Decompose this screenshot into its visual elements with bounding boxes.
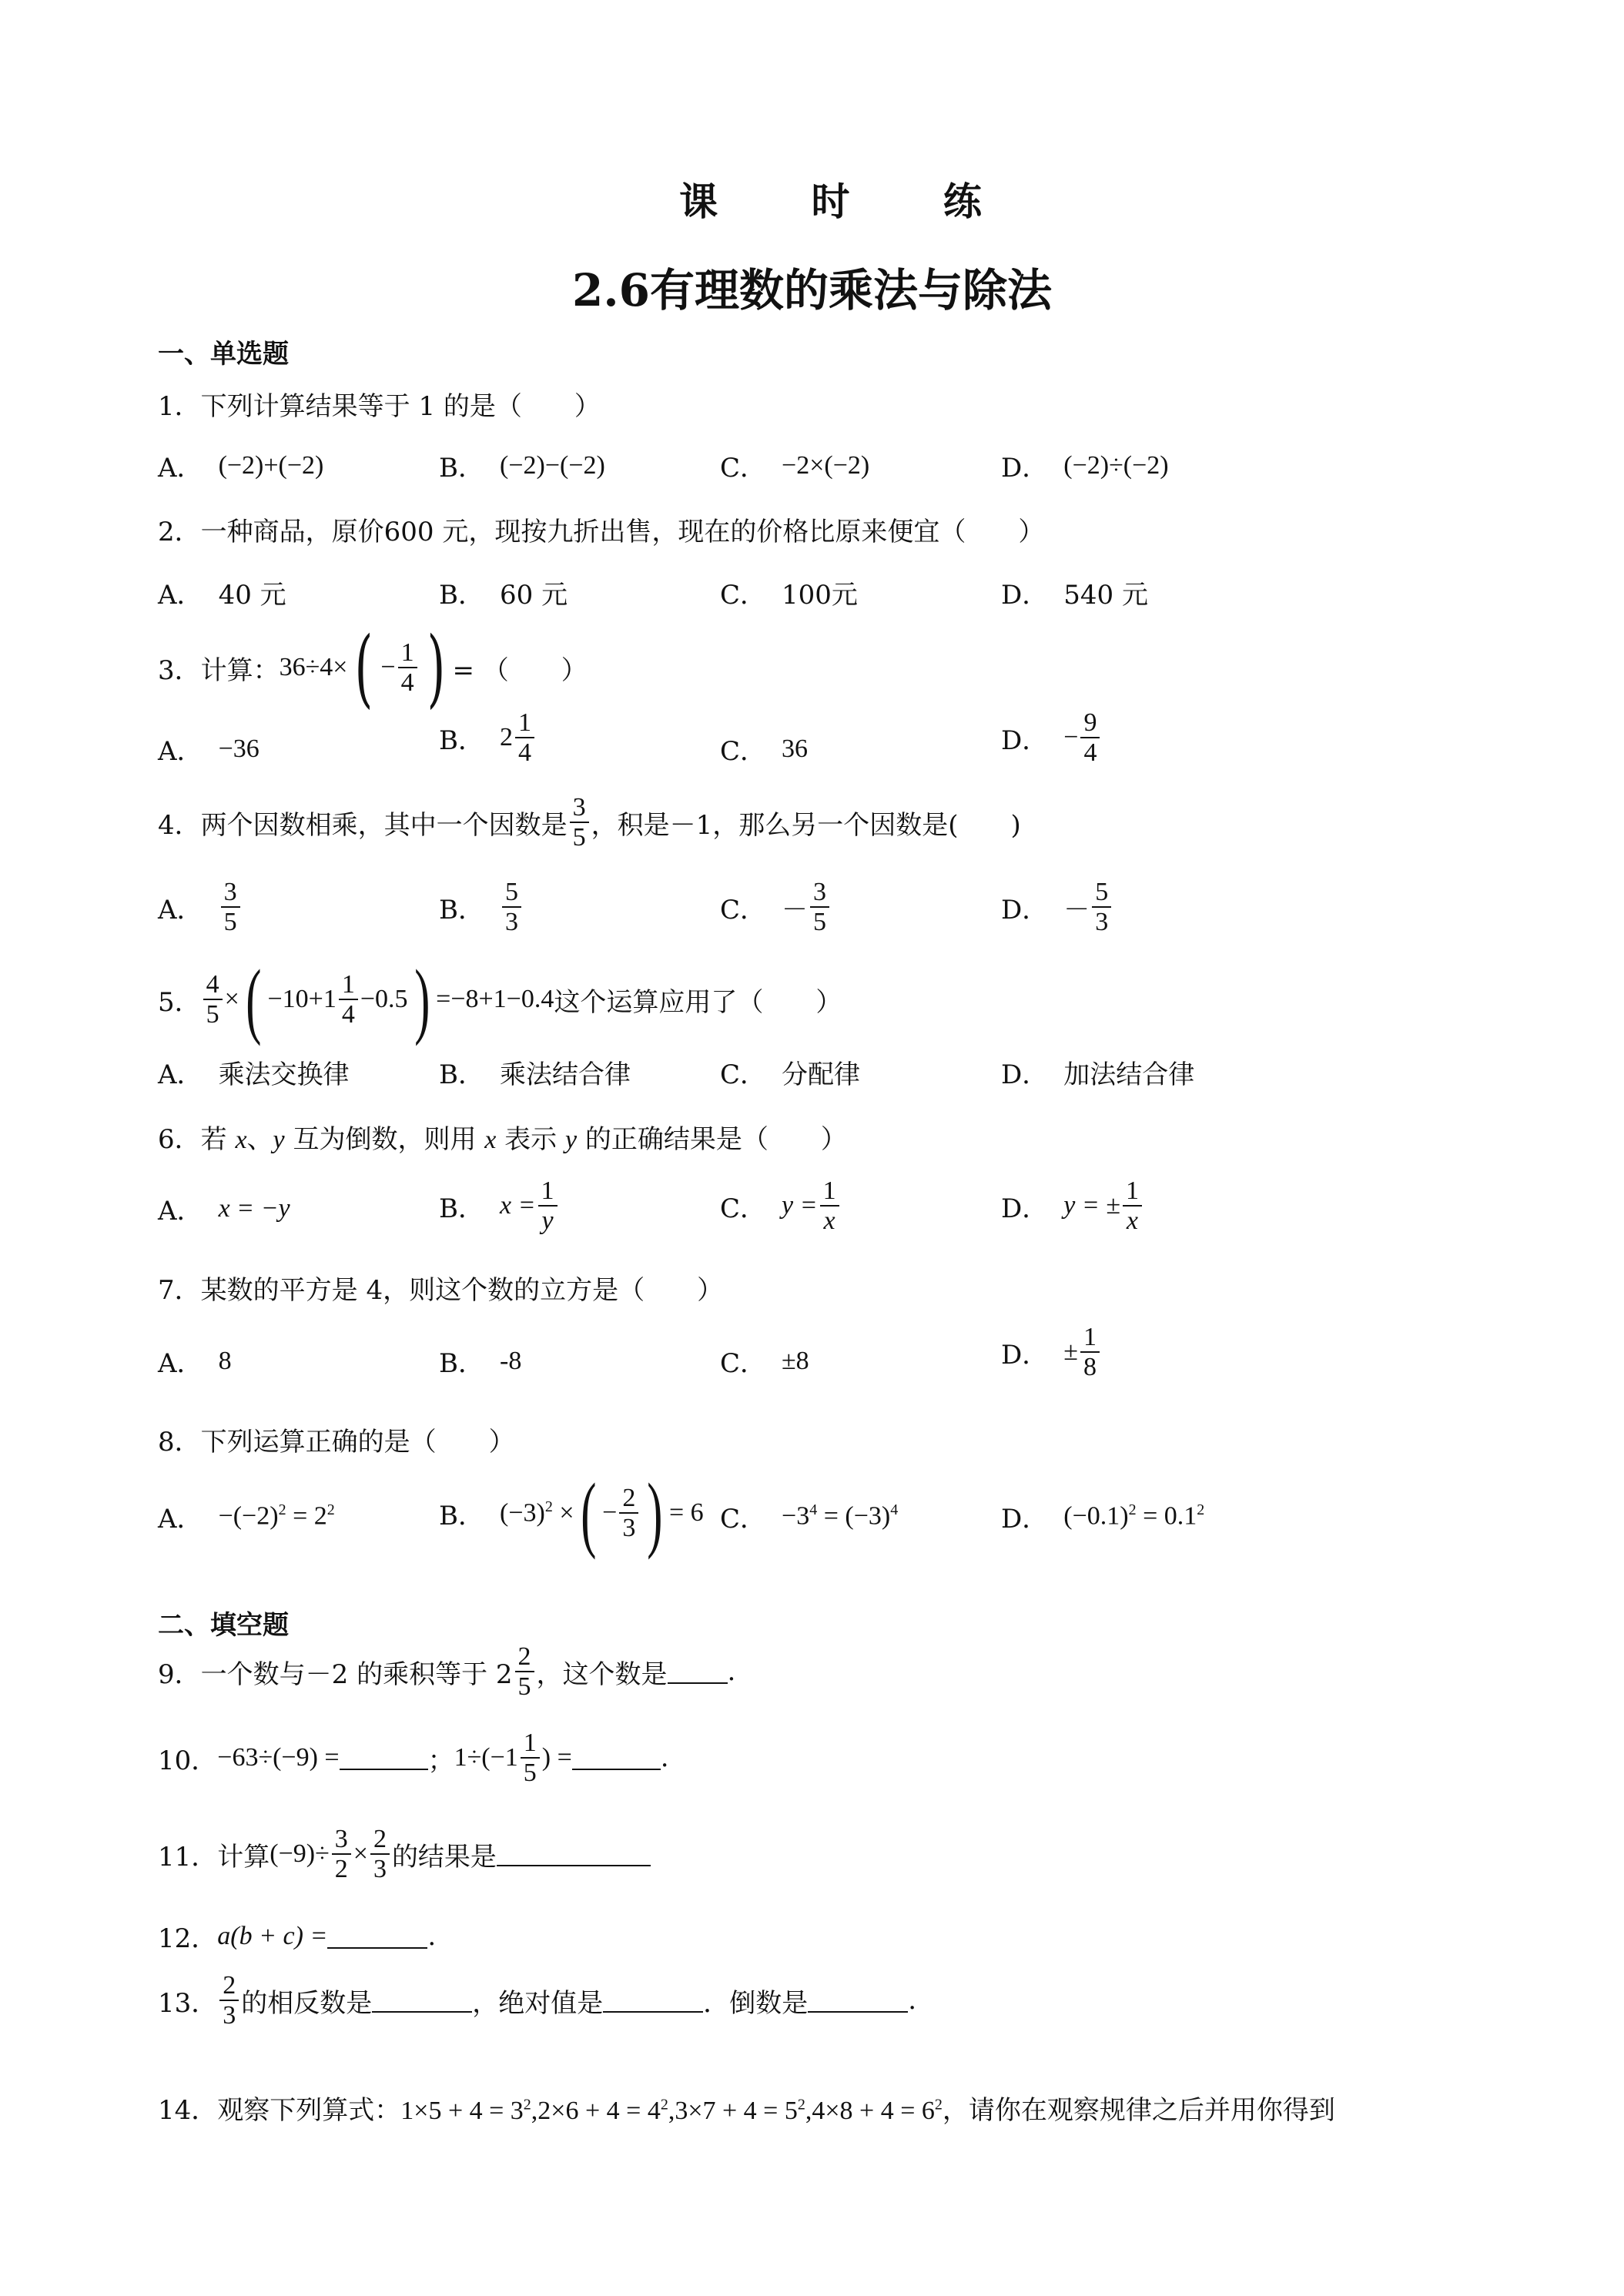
q5-option-a: A． 乘法交换律 xyxy=(158,1059,350,1090)
question-12: 12． a(b + c) = . xyxy=(158,1920,437,1954)
q5-option-b: B． 乘法结合律 xyxy=(439,1059,631,1090)
q7-option-c: C． ±8 xyxy=(720,1346,809,1379)
section-heading-single-choice: 一、单选题 xyxy=(158,339,289,370)
question-1-stem: 1．下列计算结果等于 1 的是（ ） xyxy=(158,391,601,422)
q1-option-b: B． (−2)−(−2) xyxy=(439,450,605,484)
q8-option-d: D． $(-0.1)^2 = 0.1^2$ xyxy=(1001,1501,1205,1535)
answer-blank[interactable] xyxy=(808,1988,908,2013)
q2-option-c: C． 100元 xyxy=(720,580,858,611)
q4-option-a: A． $\frac{3}{5}$ xyxy=(158,878,243,937)
q3-option-b: B． 2 $\frac{1}{4}$ xyxy=(439,708,537,768)
q3-option-a: A． −36 xyxy=(158,734,260,767)
answer-blank[interactable] xyxy=(340,1745,428,1770)
page-title: 课 时 练 xyxy=(679,179,1022,224)
page-subtitle: 2.6有理数的乘法与除法 xyxy=(572,264,1052,316)
q1-option-c: C． −2×(−2) xyxy=(720,450,870,484)
answer-blank[interactable] xyxy=(668,1659,728,1684)
question-8-stem: 8．下列运算正确的是（ ） xyxy=(158,1427,515,1458)
question-4-stem: 4．两个因数相乘，其中一个因数是 $\frac{3}{5}$ ，积是－1，那么另一个因数是( ) xyxy=(158,793,1021,852)
q5-option-d: D． 加法结合律 xyxy=(1001,1059,1195,1090)
answer-blank[interactable] xyxy=(603,1988,703,2013)
q7-option-a: A． 8 xyxy=(158,1346,232,1379)
q7-option-b: B． -8 xyxy=(439,1346,522,1379)
q2-option-b: B． 60 元 xyxy=(439,580,568,611)
q8-option-a: A． $-(-2)^2 = 2^2$ xyxy=(158,1501,335,1535)
question-3-stem: 3．计算： 36÷4× ( − $\frac{1}{4}$ ) = （ ） xyxy=(158,618,588,717)
q4-option-c: C． － $\frac{3}{5}$ xyxy=(720,878,832,937)
q6-option-a: A． x = −y xyxy=(158,1193,290,1227)
question-14: 14．观察下列算式：$1\times 5 + 4 = 3^2,2\times 6 + 4 = 4^2,3\times 7 + 4 = 5^2,4\times 8 + 4 = 6^2$，请你在观察规律之后并用你得到 xyxy=(158,2095,1335,2126)
q6-option-d: D． y = ± $\frac{1}{x}$ xyxy=(1001,1176,1144,1236)
q8-option-b: B． $(-3)^2$ × ( − $\frac{2}{3}$ ) = 6 xyxy=(439,1466,704,1560)
section-heading-fill-blank: 二、填空题 xyxy=(158,1610,289,1641)
q2-option-a: A． 40 元 xyxy=(158,580,286,611)
q8-option-c: C． $-3^4 = (-3)^4$ xyxy=(720,1501,899,1535)
q4-option-d: D． － $\frac{5}{3}$ xyxy=(1001,878,1113,937)
question-5-stem: 5． $\frac{4}{5}$ × ( −10+1 $\frac{1}{4}$ −0.5 ) =−8+1−0.4 这个运算应用了（ ） xyxy=(158,952,842,1046)
question-2-stem: 2．一种商品，原价600 元，现按九折出售，现在的价格比原来便宜（ ） xyxy=(158,517,1045,547)
question-11: 11．计算 (−9)÷ $\frac{3}{2}$ × $\frac{2}{3}$ 的结果是 xyxy=(158,1825,651,1884)
q1-option-a: A． (−2)+(−2) xyxy=(158,450,324,484)
question-9: 9．一个数与－2 的乘积等于 2 $\frac{2}{5}$ ，这个数是 . xyxy=(158,1642,736,1702)
answer-blank[interactable] xyxy=(497,1842,651,1866)
q4-option-b: B． $\frac{5}{3}$ xyxy=(439,878,524,937)
question-13: 13． $\frac{2}{3}$ 的相反数是 ，绝对值是 ．倒数是 . xyxy=(158,1971,917,2030)
q2-option-d: D． 540 元 xyxy=(1001,580,1148,611)
q6-option-c: C． y = $\frac{1}{x}$ xyxy=(720,1176,842,1236)
q6-option-b: B． x = $\frac{1}{y}$ xyxy=(439,1176,560,1236)
answer-blank[interactable] xyxy=(372,1988,472,2013)
q7-option-d: D． ± $\frac{1}{8}$ xyxy=(1001,1323,1102,1382)
q3-option-c: C． 36 xyxy=(720,734,809,767)
answer-blank[interactable] xyxy=(327,1924,427,1949)
q3-option-d: D． − $\frac{9}{4}$ xyxy=(1001,708,1102,768)
question-10: 10． −63÷(−9) = ； 1÷(−1 $\frac{1}{5}$ ) = . xyxy=(158,1729,669,1788)
question-7-stem: 7．某数的平方是 4，则这个数的立方是（ ） xyxy=(158,1275,724,1306)
question-6-stem: 6．若 x、y 互为倒数，则用 x 表示 y 的正确结果是（ ） xyxy=(158,1124,847,1155)
q1-option-d: D． (−2)÷(−2) xyxy=(1001,450,1169,484)
q5-option-c: C． 分配律 xyxy=(720,1059,861,1090)
answer-blank[interactable] xyxy=(572,1745,661,1770)
